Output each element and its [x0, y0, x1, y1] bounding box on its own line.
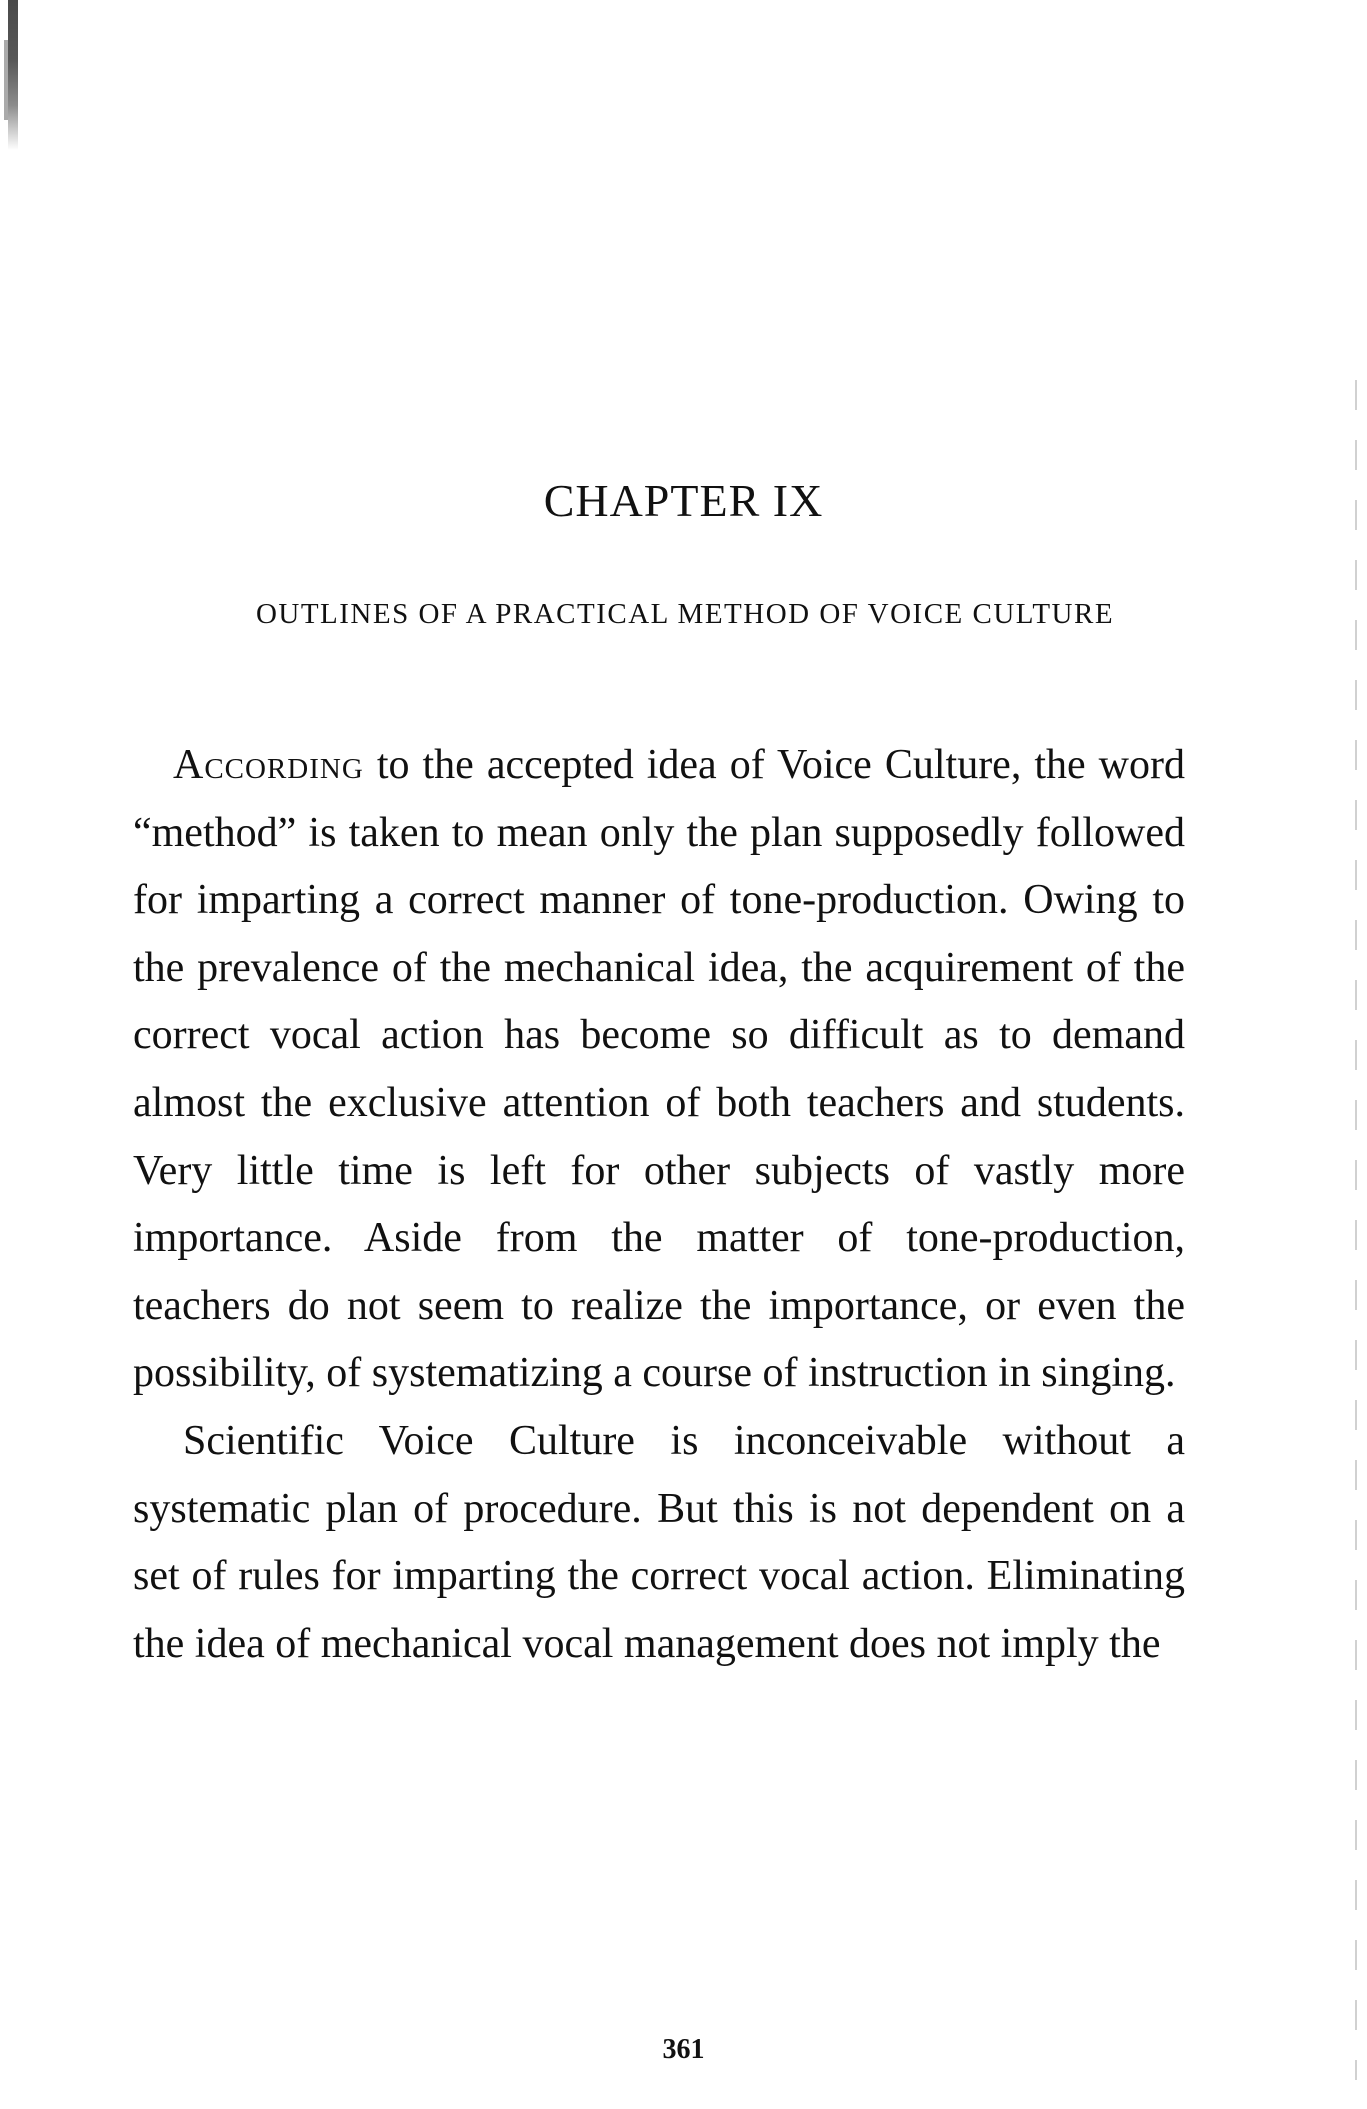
scan-edge-mark [8, 0, 18, 150]
paragraph-1-text: to the accepted idea of Voice Culture, the word “method” is taken to mean only the plan supposedly followed for imparting a correct manner of tone-production. Owing to the prevalence of the mechanical idea, the acquirement of the correct vocal action has become so difficult as to demand almost the exclusive attention of both teachers and students. Very little time is left for other subjects of vastly more importance. Aside from the matter of tone-production, teachers do not seem to realize the importance, or even the possibility, of systematizing a course of instruction in singing. [133, 742, 1185, 1397]
paragraph-lead-word: According [173, 742, 364, 788]
body-paragraph-2: Scientific Voice Culture is inconceivable without a systematic plan of procedure. But this is not dependent on a set of rules for imparting the correct vocal action. Eliminating the idea of mechanical vocal management does not imply the [133, 1417, 1185, 1667]
scan-edge-mark-secondary [4, 40, 8, 120]
page-number: 361 [662, 2034, 705, 2065]
chapter-subtitle: OUTLINES OF A PRACTICAL METHOD OF VOICE CULTURE [255, 598, 1115, 630]
chapter-title: CHAPTER IX [543, 475, 824, 526]
scan-edge-line [1355, 380, 1357, 2080]
body-paragraph-1 [133, 732, 1185, 1408]
chapter-body [133, 732, 1185, 1678]
